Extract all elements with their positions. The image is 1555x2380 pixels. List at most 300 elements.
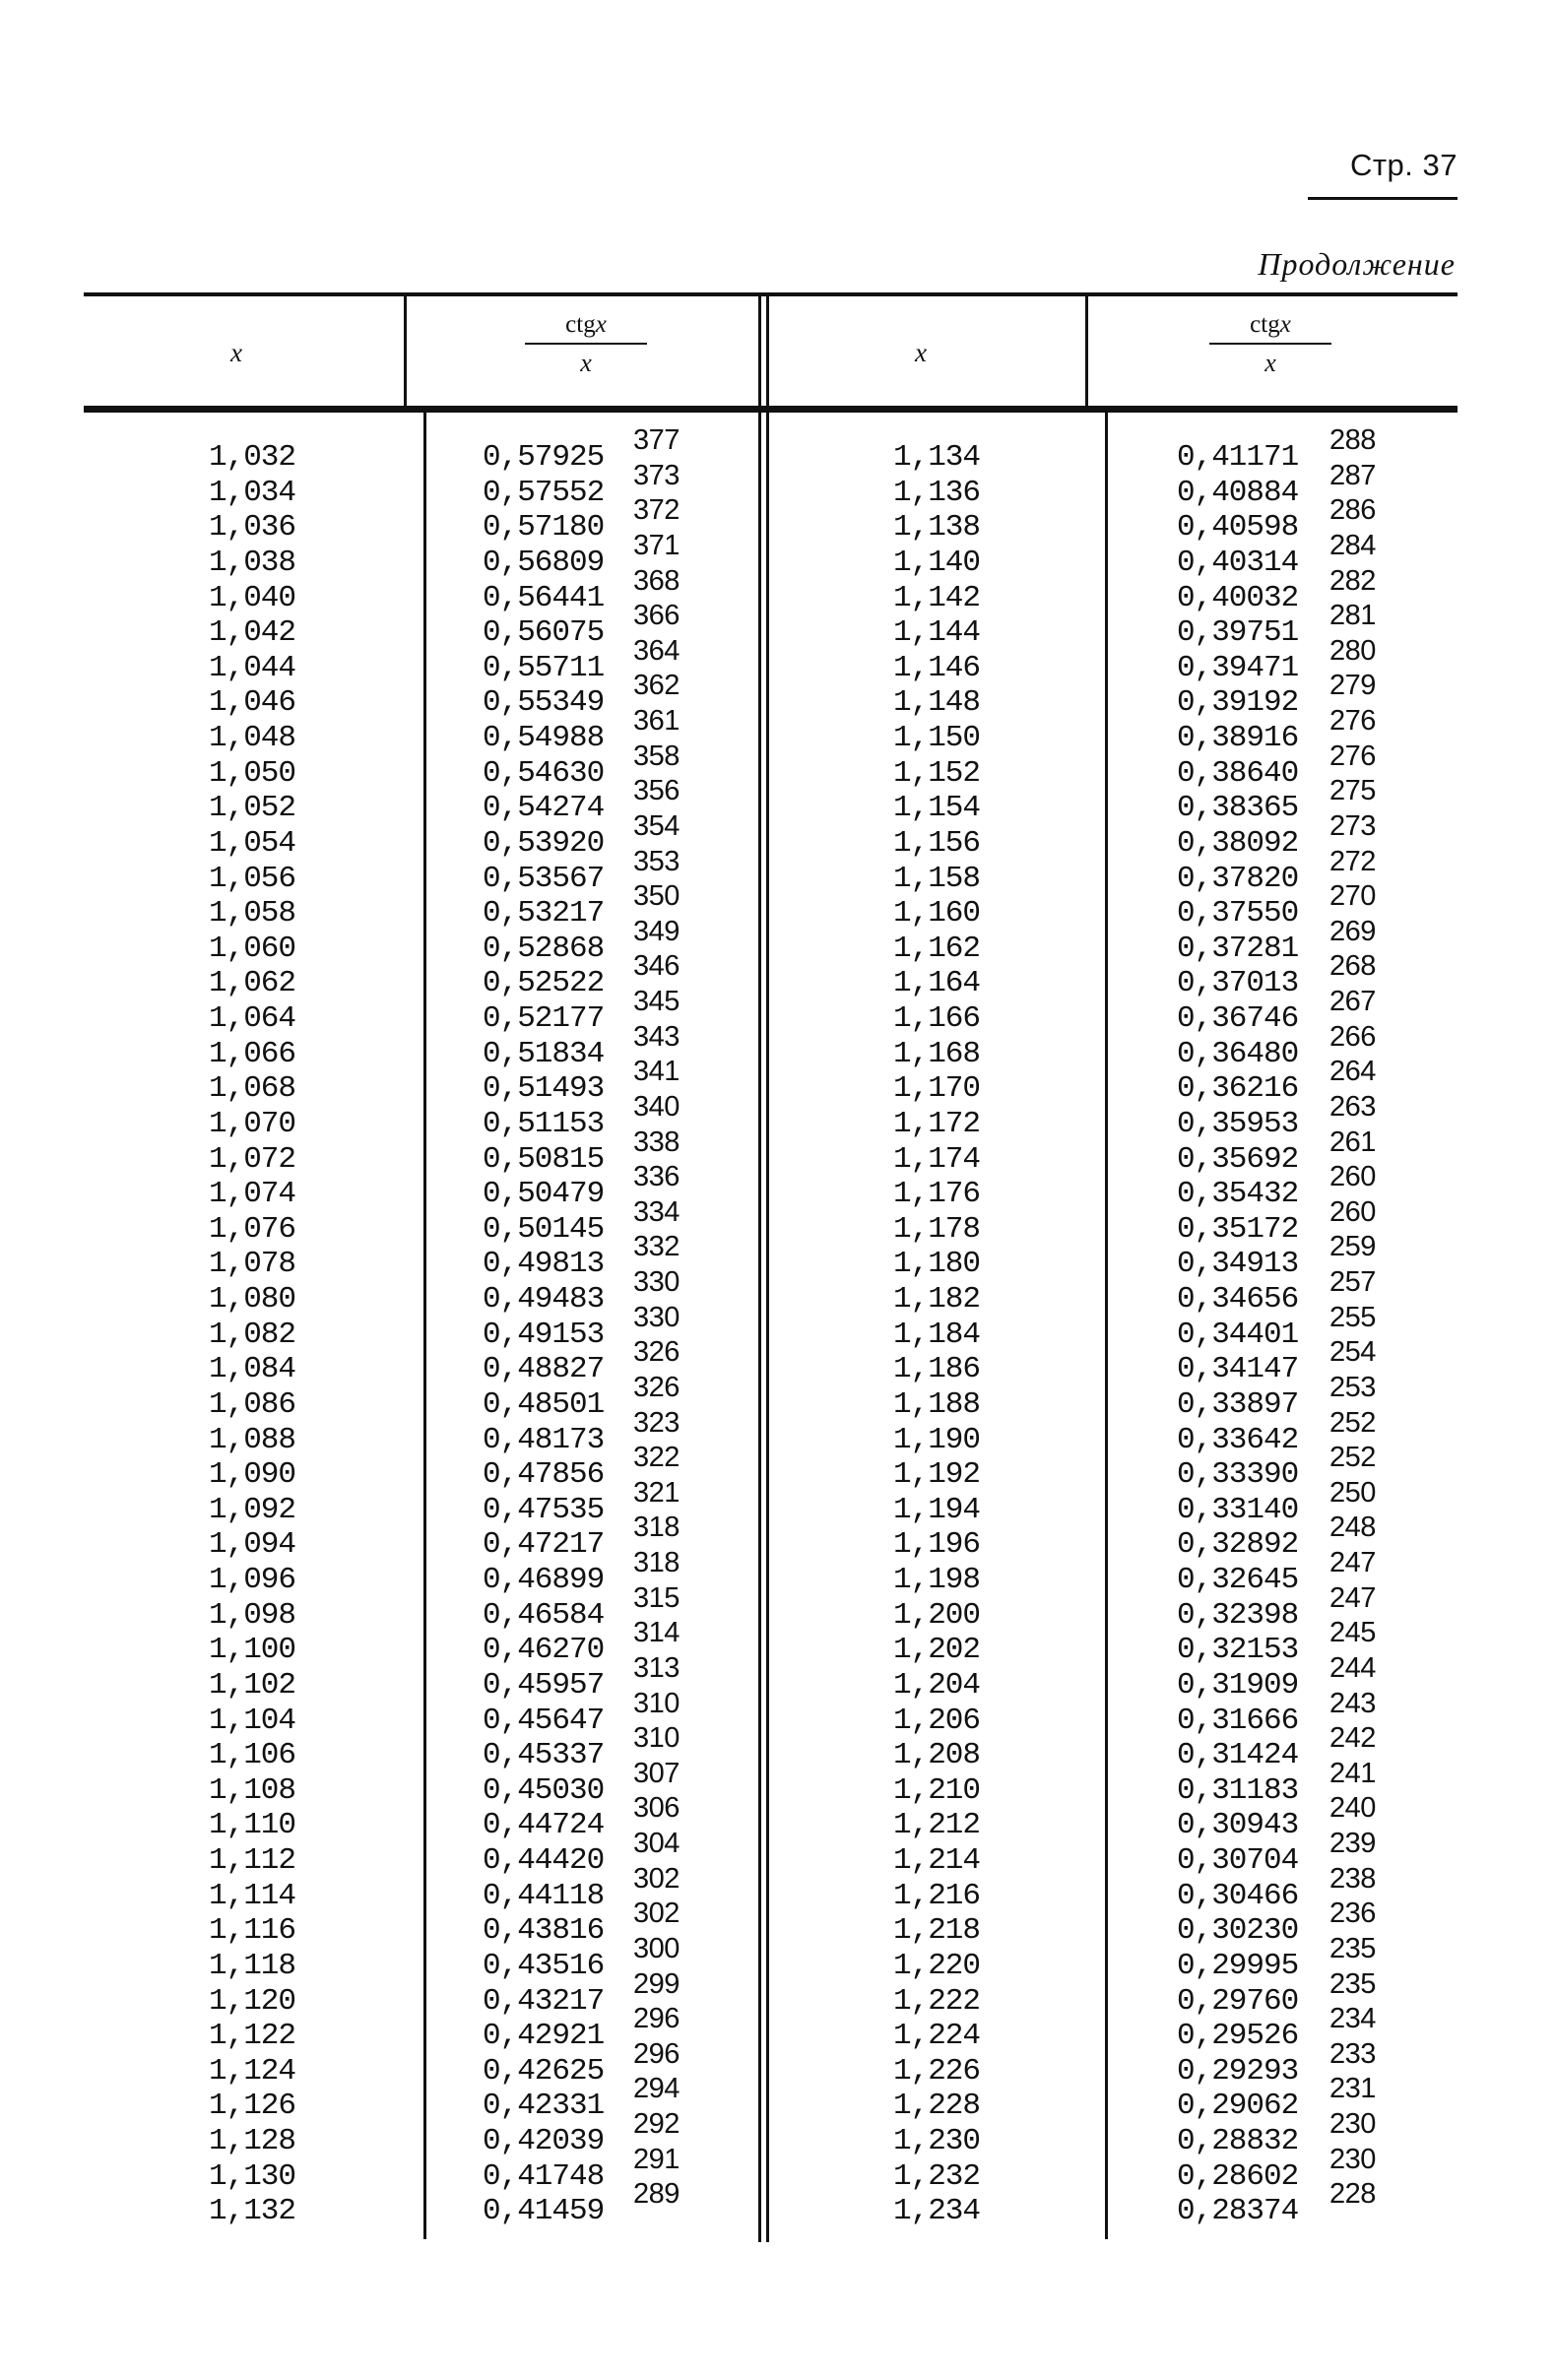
table-cell: 1,200 [892, 1597, 980, 1633]
table-cell: 0,35172 [1177, 1211, 1299, 1247]
table-cell: 1,120 [208, 1983, 295, 2019]
table-cell: 1,100 [208, 1633, 295, 1668]
difference-cell: 345 [633, 986, 680, 1017]
difference-cell: 276 [1329, 705, 1376, 737]
difference-cell: 236 [1329, 1898, 1376, 1930]
table-cell: 0,29293 [1177, 2053, 1299, 2089]
table-cell: 1,220 [892, 1948, 980, 1983]
table-cell: 0,48827 [483, 1352, 605, 1387]
table-cell: 1,228 [892, 2089, 980, 2124]
table-cell: 0,35692 [1177, 1141, 1299, 1177]
left-difference-column [633, 423, 702, 2213]
table-cell: 0,29995 [1177, 1948, 1299, 1983]
difference-cell: 302 [633, 1862, 680, 1895]
difference-cell: 291 [633, 2143, 680, 2175]
table-cell: 0,29062 [1177, 2089, 1299, 2124]
difference-cell: 349 [633, 915, 680, 947]
table-cell: 1,088 [208, 1422, 295, 1457]
difference-cell: 296 [633, 2003, 680, 2035]
table-cell: 0,52868 [483, 931, 605, 966]
table-cell: 1,230 [892, 2124, 980, 2158]
difference-cell: 252 [1329, 1442, 1376, 1474]
difference-cell: 231 [1329, 2073, 1376, 2105]
header-ctg-denominator: x [1264, 349, 1276, 377]
difference-cell: 371 [633, 529, 680, 561]
table-cell: 0,29526 [1177, 2019, 1299, 2054]
table-cell: 1,116 [208, 1913, 295, 1949]
difference-cell: 287 [1329, 459, 1376, 491]
table-cell: 0,39751 [1177, 615, 1299, 651]
difference-cell: 240 [1329, 1792, 1376, 1825]
table-cell: 0,53920 [483, 825, 605, 861]
left-column-divider [423, 413, 426, 2239]
table-cell: 0,53217 [483, 896, 605, 932]
table-cell: 0,50145 [483, 1211, 605, 1247]
table-cell: 1,214 [892, 1843, 980, 1878]
table-cell: 1,224 [892, 2019, 980, 2054]
difference-cell: 260 [1329, 1161, 1376, 1193]
table-cell: 1,190 [892, 1422, 980, 1457]
difference-cell: 245 [1329, 1617, 1376, 1649]
table-cell: 1,046 [208, 685, 295, 721]
difference-cell: 302 [633, 1898, 680, 1930]
table-cell: 1,040 [208, 580, 295, 615]
table-cell: 0,31183 [1177, 1772, 1299, 1808]
table-cell: 1,134 [892, 440, 980, 475]
table-cell: 0,36480 [1177, 1036, 1299, 1071]
table-cell: 1,176 [892, 1177, 980, 1212]
table-cell: 1,180 [892, 1247, 980, 1282]
center-double-rule [758, 296, 761, 2242]
table-cell: 1,034 [208, 475, 295, 510]
difference-cell: 261 [1329, 1126, 1376, 1158]
table-cell: 1,064 [208, 1001, 295, 1036]
table-cell: 0,31666 [1177, 1703, 1299, 1738]
difference-cell: 341 [633, 1056, 680, 1088]
table-cell: 1,060 [208, 931, 295, 966]
difference-cell: 296 [633, 2037, 680, 2070]
table-cell: 1,110 [208, 1808, 295, 1843]
table-cell: 1,182 [892, 1282, 980, 1317]
table-cell: 1,164 [892, 966, 980, 1001]
table-cell: 1,162 [892, 931, 980, 966]
table-cell: 0,52522 [483, 966, 605, 1001]
page-number: Стр. 37 [1349, 148, 1458, 182]
left-value-column [483, 440, 616, 2229]
table-cell: 1,068 [208, 1071, 295, 1107]
table-cell: 0,28832 [1177, 2124, 1299, 2158]
difference-cell: 286 [1329, 494, 1376, 527]
table-cell: 0,37281 [1177, 931, 1299, 966]
table-cell: 0,31909 [1177, 1667, 1299, 1703]
table-cell: 1,058 [208, 896, 295, 932]
table-cell: 1,216 [892, 1878, 980, 1913]
difference-cell: 346 [633, 950, 680, 983]
difference-cell: 289 [633, 2178, 680, 2211]
table-cell: 1,186 [892, 1352, 980, 1387]
table-cell: 1,138 [892, 510, 980, 546]
difference-cell: 228 [1329, 2178, 1376, 2211]
table-cell: 1,042 [208, 615, 295, 651]
difference-cell: 272 [1329, 845, 1376, 877]
table-cell: 1,140 [892, 545, 980, 580]
table-cell: 0,28602 [1177, 2158, 1299, 2194]
table-cell: 0,45957 [483, 1667, 605, 1703]
difference-cell: 307 [633, 1757, 680, 1789]
table-cell: 0,48501 [483, 1386, 605, 1422]
difference-cell: 368 [633, 564, 680, 597]
table-cell: 1,154 [892, 791, 980, 826]
table-cell: 0,39471 [1177, 650, 1299, 685]
table-cell: 0,53567 [483, 861, 605, 896]
table-cell: 0,46899 [483, 1563, 605, 1597]
table-cell: 1,174 [892, 1141, 980, 1177]
table-cell: 0,40032 [1177, 580, 1299, 615]
header-x-right: x [915, 338, 927, 367]
table-cell: 0,39192 [1177, 685, 1299, 721]
table-cell: 0,29760 [1177, 1983, 1299, 2019]
difference-cell: 230 [1329, 2108, 1376, 2140]
table-cell: 1,136 [892, 475, 980, 510]
difference-cell: 270 [1329, 880, 1376, 913]
table-cell: 0,49813 [483, 1247, 605, 1282]
table-cell: 1,084 [208, 1352, 295, 1387]
table-cell: 1,096 [208, 1563, 295, 1597]
table-cell: 1,232 [892, 2158, 980, 2194]
difference-cell: 273 [1329, 809, 1376, 842]
table-cell: 1,094 [208, 1527, 295, 1563]
difference-cell: 267 [1329, 986, 1376, 1017]
difference-cell: 326 [633, 1336, 680, 1369]
table-cell: 0,36216 [1177, 1071, 1299, 1107]
difference-cell: 263 [1329, 1090, 1376, 1123]
difference-cell: 266 [1329, 1020, 1376, 1053]
table-cell: 1,172 [892, 1106, 980, 1141]
table-cell: 1,234 [892, 2194, 980, 2229]
difference-cell: 356 [633, 775, 680, 807]
page-number-rule [1308, 197, 1458, 200]
difference-cell: 313 [633, 1651, 680, 1684]
table-cell: 0,57925 [483, 440, 605, 475]
difference-cell: 364 [633, 634, 680, 667]
table-cell: 1,198 [892, 1563, 980, 1597]
table-cell: 0,48173 [483, 1422, 605, 1457]
table-cell: 0,37550 [1177, 896, 1299, 932]
difference-cell: 268 [1329, 950, 1376, 983]
table-cell: 0,43516 [483, 1948, 605, 1983]
table-cell: 0,33140 [1177, 1492, 1299, 1527]
difference-cell: 292 [633, 2108, 680, 2140]
table-cell: 1,194 [892, 1492, 980, 1527]
difference-cell: 318 [633, 1512, 680, 1544]
difference-cell: 306 [633, 1792, 680, 1825]
table-cell: 0,54630 [483, 755, 605, 791]
table-cell: 0,40314 [1177, 545, 1299, 580]
table-cell: 1,146 [892, 650, 980, 685]
table-cell: 1,184 [892, 1317, 980, 1352]
table-cell: 1,090 [208, 1457, 295, 1493]
table-cell: 1,124 [208, 2053, 295, 2089]
difference-cell: 234 [1329, 2003, 1376, 2035]
difference-cell: 235 [1329, 1967, 1376, 2000]
difference-cell: 275 [1329, 775, 1376, 807]
table-cell: 0,54988 [483, 721, 605, 755]
table-cell: 0,42331 [483, 2089, 605, 2124]
table-cell: 0,46584 [483, 1597, 605, 1633]
header-ctg-denominator: x [580, 349, 592, 377]
table-cell: 1,036 [208, 510, 295, 546]
table-cell: 1,158 [892, 861, 980, 896]
table-cell: 0,57552 [483, 475, 605, 510]
table-cell: 0,40598 [1177, 510, 1299, 546]
table-cell: 1,206 [892, 1703, 980, 1738]
table-cell: 1,114 [208, 1878, 295, 1913]
difference-cell: 230 [1329, 2143, 1376, 2175]
table-cell: 0,45647 [483, 1703, 605, 1738]
difference-cell: 243 [1329, 1687, 1376, 1719]
difference-cell: 373 [633, 459, 680, 491]
table-cell: 0,42039 [483, 2124, 605, 2158]
table-cell: 1,188 [892, 1386, 980, 1422]
table-cell: 1,126 [208, 2089, 295, 2124]
table-cell: 0,43217 [483, 1983, 605, 2019]
table-cell: 1,098 [208, 1597, 295, 1633]
table-cell: 1,072 [208, 1141, 295, 1177]
table-cell: 0,33642 [1177, 1422, 1299, 1457]
difference-cell: 310 [633, 1687, 680, 1719]
table-cell: 1,102 [208, 1667, 295, 1703]
difference-cell: 239 [1329, 1828, 1376, 1859]
right-column-divider [1085, 296, 1088, 406]
table-cell: 1,112 [208, 1843, 295, 1878]
table-cell: 1,052 [208, 791, 295, 826]
difference-cell: 315 [633, 1581, 680, 1614]
right-difference-column [1329, 423, 1398, 2213]
table-cell: 0,51834 [483, 1036, 605, 1071]
table-cell: 1,156 [892, 825, 980, 861]
left-column-divider [404, 296, 407, 406]
table-cell: 1,044 [208, 650, 295, 685]
right-x-column [872, 440, 980, 2229]
difference-cell: 361 [633, 705, 680, 737]
table-cell: 1,208 [892, 1738, 980, 1773]
center-double-rule [766, 296, 769, 2242]
difference-cell: 334 [633, 1195, 680, 1228]
table-cell: 1,150 [892, 721, 980, 755]
table-cell: 1,148 [892, 685, 980, 721]
difference-cell: 281 [1329, 600, 1376, 632]
difference-cell: 304 [633, 1828, 680, 1859]
table-cell: 1,222 [892, 1983, 980, 2019]
table-cell: 0,41748 [483, 2158, 605, 2194]
table-cell: 0,33897 [1177, 1386, 1299, 1422]
table-cell: 0,49153 [483, 1317, 605, 1352]
table-cell: 1,078 [208, 1247, 295, 1282]
table-cell: 1,080 [208, 1282, 295, 1317]
difference-cell: 276 [1329, 740, 1376, 772]
difference-cell: 326 [633, 1371, 680, 1403]
difference-cell: 248 [1329, 1512, 1376, 1544]
difference-cell: 310 [633, 1722, 680, 1755]
table-cell: 1,130 [208, 2158, 295, 2194]
table-cell: 0,34656 [1177, 1282, 1299, 1317]
table-cell: 0,43816 [483, 1913, 605, 1949]
table-cell: 1,170 [892, 1071, 980, 1107]
header-ctg-over-x-right [1192, 310, 1349, 378]
fraction-bar [1209, 343, 1331, 345]
table-cell: 0,50479 [483, 1177, 605, 1212]
table-cell: 0,46270 [483, 1633, 605, 1668]
difference-cell: 318 [633, 1547, 680, 1578]
table-cell: 0,38916 [1177, 721, 1299, 755]
table-cell: 0,33390 [1177, 1457, 1299, 1493]
table-cell: 0,55711 [483, 650, 605, 685]
table-cell: 1,108 [208, 1772, 295, 1808]
table-cell: 0,56441 [483, 580, 605, 615]
table-cell: 0,38640 [1177, 755, 1299, 791]
table-cell: 0,51493 [483, 1071, 605, 1107]
right-column-divider [1105, 413, 1108, 2239]
header-ctg-numerator: ctgx [565, 311, 607, 338]
table-cell: 1,212 [892, 1808, 980, 1843]
table-cell: 1,132 [208, 2194, 295, 2229]
difference-cell: 253 [1329, 1371, 1376, 1403]
right-value-column [1177, 440, 1310, 2229]
table-cell: 0,32892 [1177, 1527, 1299, 1563]
table-cell: 0,41459 [483, 2194, 605, 2229]
table-cell: 1,076 [208, 1211, 295, 1247]
difference-cell: 321 [633, 1476, 680, 1509]
table-cell: 1,196 [892, 1527, 980, 1563]
header-bottom-rule [84, 406, 1458, 413]
difference-cell: 242 [1329, 1722, 1376, 1755]
difference-cell: 340 [633, 1090, 680, 1123]
header-x-left: x [230, 338, 242, 367]
difference-cell: 300 [633, 1932, 680, 1964]
left-x-column [187, 440, 295, 2229]
difference-cell: 377 [633, 424, 680, 456]
difference-cell: 314 [633, 1617, 680, 1649]
difference-cell: 288 [1329, 424, 1376, 456]
table-cell: 1,226 [892, 2053, 980, 2089]
table-cell: 0,38092 [1177, 825, 1299, 861]
difference-cell: 358 [633, 740, 680, 772]
table-cell: 0,56809 [483, 545, 605, 580]
table-cell: 0,50815 [483, 1141, 605, 1177]
table-cell: 1,142 [892, 580, 980, 615]
table-cell: 0,30230 [1177, 1913, 1299, 1949]
difference-cell: 323 [633, 1406, 680, 1439]
table-cell: 1,086 [208, 1386, 295, 1422]
difference-cell: 250 [1329, 1476, 1376, 1509]
table-cell: 0,32398 [1177, 1597, 1299, 1633]
difference-cell: 336 [633, 1161, 680, 1193]
table-cell: 1,048 [208, 721, 295, 755]
table-cell: 1,192 [892, 1457, 980, 1493]
difference-cell: 372 [633, 494, 680, 527]
table-cell: 0,35953 [1177, 1106, 1299, 1141]
difference-cell: 280 [1329, 634, 1376, 667]
difference-cell: 362 [633, 670, 680, 702]
difference-cell: 238 [1329, 1862, 1376, 1895]
difference-cell: 252 [1329, 1406, 1376, 1439]
table-cell: 1,056 [208, 861, 295, 896]
table-cell: 0,56075 [483, 615, 605, 651]
table-cell: 0,32645 [1177, 1563, 1299, 1597]
difference-cell: 247 [1329, 1547, 1376, 1578]
difference-cell: 257 [1329, 1266, 1376, 1298]
table-cell: 1,074 [208, 1177, 295, 1212]
table-cell: 1,054 [208, 825, 295, 861]
table-cell: 0,49483 [483, 1282, 605, 1317]
table-cell: 1,092 [208, 1492, 295, 1527]
table-cell: 0,28374 [1177, 2194, 1299, 2229]
table-cell: 0,51153 [483, 1106, 605, 1141]
difference-cell: 322 [633, 1442, 680, 1474]
table-cell: 0,54274 [483, 791, 605, 826]
table-cell: 0,44118 [483, 1878, 605, 1913]
table-cell: 1,144 [892, 615, 980, 651]
difference-cell: 255 [1329, 1301, 1376, 1333]
table-cell: 0,47217 [483, 1527, 605, 1563]
table-cell: 0,57180 [483, 510, 605, 546]
table-cell: 1,104 [208, 1703, 295, 1738]
difference-cell: 343 [633, 1020, 680, 1053]
table-cell: 0,30704 [1177, 1843, 1299, 1878]
table-cell: 0,47535 [483, 1492, 605, 1527]
difference-cell: 247 [1329, 1581, 1376, 1614]
difference-cell: 284 [1329, 529, 1376, 561]
difference-cell: 260 [1329, 1195, 1376, 1228]
table-cell: 1,218 [892, 1913, 980, 1949]
table-cell: 1,032 [208, 440, 295, 475]
table-cell: 1,128 [208, 2124, 295, 2158]
table-cell: 1,210 [892, 1772, 980, 1808]
table-cell: 1,168 [892, 1036, 980, 1071]
difference-cell: 353 [633, 845, 680, 877]
table-cell: 0,45337 [483, 1738, 605, 1773]
difference-cell: 294 [633, 2073, 680, 2105]
difference-cell: 264 [1329, 1056, 1376, 1088]
difference-cell: 354 [633, 809, 680, 842]
difference-cell: 269 [1329, 915, 1376, 947]
table-cell: 0,30943 [1177, 1808, 1299, 1843]
table-cell: 1,204 [892, 1667, 980, 1703]
table-cell: 0,35432 [1177, 1177, 1299, 1212]
header-ctg-over-x-left [507, 310, 665, 378]
difference-cell: 330 [633, 1301, 680, 1333]
table-top-rule [84, 292, 1458, 296]
difference-cell: 350 [633, 880, 680, 913]
table-cell: 0,34401 [1177, 1317, 1299, 1352]
difference-cell: 244 [1329, 1651, 1376, 1684]
table-cell: 1,106 [208, 1738, 295, 1773]
table-cell: 1,050 [208, 755, 295, 791]
table-cell: 0,38365 [1177, 791, 1299, 826]
table-cell: 0,42921 [483, 2019, 605, 2054]
difference-cell: 279 [1329, 670, 1376, 702]
table-cell: 0,41171 [1177, 440, 1299, 475]
difference-cell: 366 [633, 600, 680, 632]
table-cell: 1,122 [208, 2019, 295, 2054]
table-cell: 0,32153 [1177, 1633, 1299, 1668]
table-cell: 0,34147 [1177, 1352, 1299, 1387]
difference-cell: 338 [633, 1126, 680, 1158]
table-cell: 0,55349 [483, 685, 605, 721]
table-cell: 1,082 [208, 1317, 295, 1352]
difference-cell: 299 [633, 1967, 680, 2000]
difference-cell: 332 [633, 1231, 680, 1263]
